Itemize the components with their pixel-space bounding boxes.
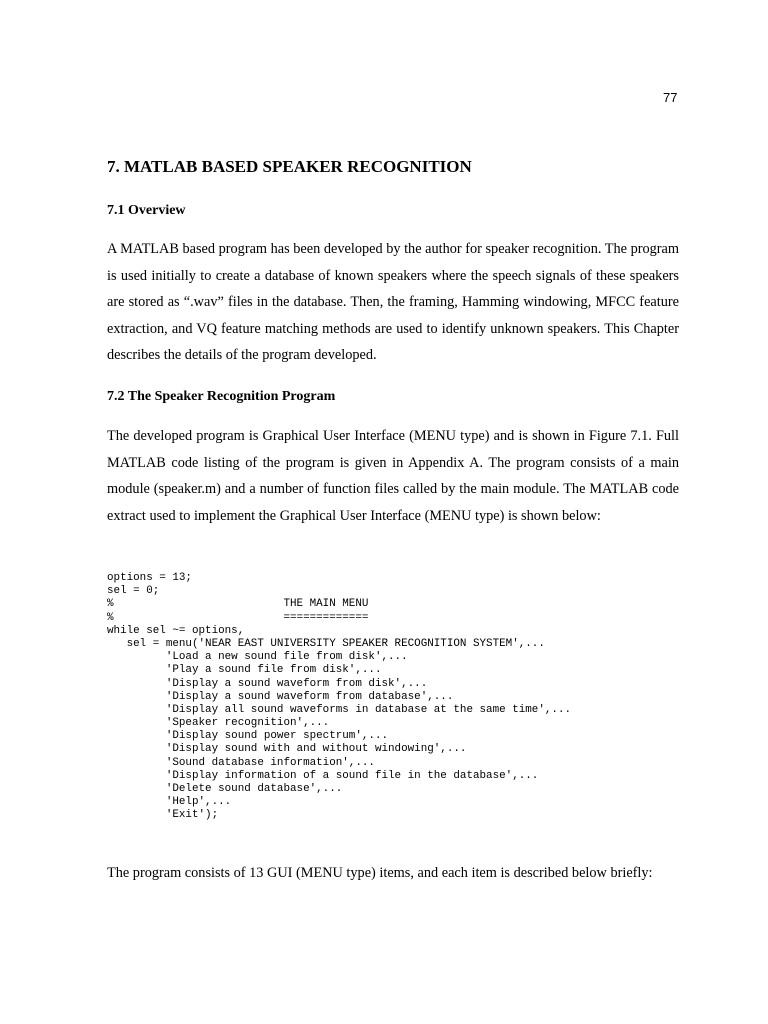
code-line: 'Display sound power spectrum',...	[107, 730, 389, 743]
overview-paragraph: A MATLAB based program has been developed by the author for speaker recognition. The program is used initially to create a database of known speakers where the speech signals of these speakers are stored as “.wav” files in the database. Then, the framing, Hamming windowing, MFCC feature extraction, and VQ feature matching methods are used to identify unknown speakers. This Chapter describes the details of the program developed.	[107, 241, 679, 364]
program-paragraph: The developed program is Graphical User Interface (MENU type) and is shown in Figure 7.1. Full MATLAB code listing of the program is given in Appendix A. The program consists of a main module (speaker.m) and a number of function files called by the main module. The MATLAB code extract used to implement the Graphical User Interface (MENU type) is shown below:	[107, 428, 679, 524]
code-line: 'Help',...	[107, 796, 232, 809]
section-heading-speaker-recognition-program: 7.2 The Speaker Recognition Program	[107, 389, 336, 404]
code-line: 'Display a sound waveform from disk',...	[107, 677, 428, 690]
chapter-title: 7. MATLAB BASED SPEAKER RECOGNITION	[107, 157, 472, 176]
code-line: sel = 0;	[107, 585, 160, 598]
code-line: 'Sound database information',...	[107, 756, 375, 769]
code-line: options = 13;	[107, 572, 192, 584]
code-line: 'Display a sound waveform from database',...	[107, 690, 454, 703]
code-line: 'Load a new sound file from disk',...	[107, 651, 408, 664]
code-line: sel = menu('NEAR EAST UNIVERSITY SPEAKER RECOGNITION SYSTEM',...	[107, 637, 545, 650]
code-line: 'Play a sound file from disk',...	[107, 664, 382, 677]
section-heading-overview: 7.1 Overview	[107, 203, 186, 218]
matlab-code-listing	[107, 572, 571, 823]
code-line: % =============	[107, 611, 369, 624]
code-line: 'Display all sound waveforms in database at the same time',...	[107, 703, 572, 716]
code-line: 'Delete sound database',...	[107, 783, 343, 795]
code-line: 'Exit');	[107, 809, 219, 822]
code-line: 'Display information of a sound file in the database',...	[107, 769, 539, 782]
code-line: while sel ~= options,	[107, 624, 245, 637]
code-line: 'Speaker recognition',...	[107, 717, 330, 730]
closing-paragraph: The program consists of 13 GUI (MENU type) items, and each item is described below briefly:	[107, 865, 653, 881]
page-number: 77	[663, 90, 678, 105]
code-line: 'Display sound with and without windowing',...	[107, 743, 467, 756]
code-line: % THE MAIN MENU	[107, 598, 369, 611]
